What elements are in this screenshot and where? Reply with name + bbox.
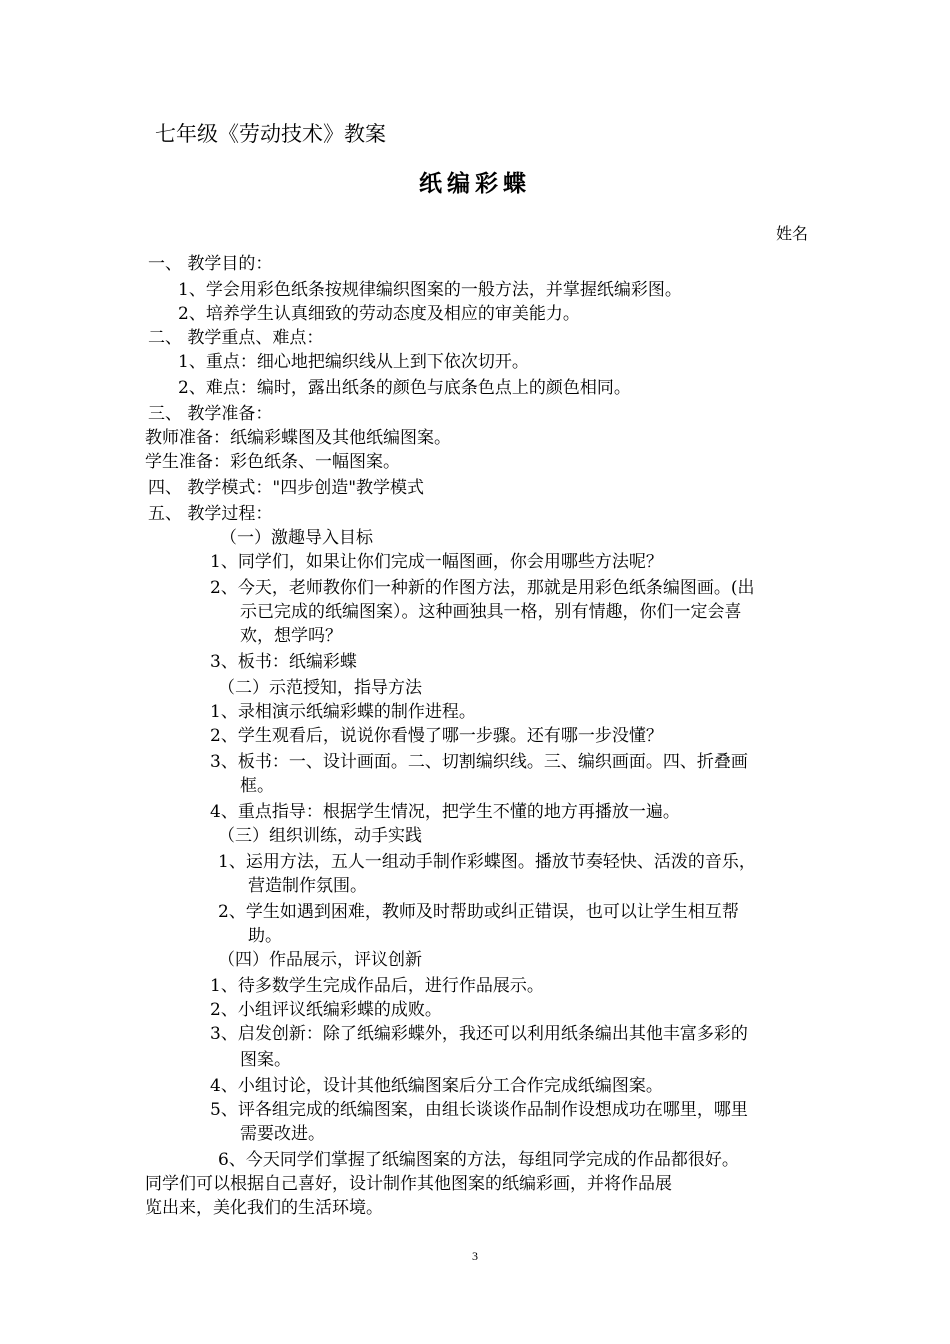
text-line: 2、培养学生认真细致的劳动态度及相应的审美能力。 [178,304,580,324]
text-line: 同学们可以根据自己喜好，设计制作其他图案的纸编彩画，并将作品展 [145,1174,672,1194]
text-line: 示已完成的纸编图案）。这种画独具一格，别有情趣，你们一定会喜 [240,602,742,622]
text-line: 2、小组评议纸编彩蝶的成败。 [210,1000,442,1020]
text-line: 6、今天同学们掌握了纸编图案的方法，每组同学完成的作品都很好。 [218,1150,739,1170]
text-line: 框。 [240,776,274,796]
text-line: 4、小组讨论，设计其他纸编图案后分工合作完成纸编图案。 [210,1076,663,1096]
text-line: （二）示范授知，指导方法 [218,678,422,698]
text-line: 一、 教学目的： [148,254,273,274]
text-line: 1、学会用彩色纸条按规律编织图案的一般方法，并掌握纸编彩图。 [178,280,682,300]
text-line: 四、 教学模式："四步创造"教学模式 [148,478,425,498]
text-line: 1、录相演示纸编彩蝶的制作进程。 [210,702,476,722]
text-line: 2、难点：编时，露出纸条的颜色与底条色点上的颜色相同。 [178,378,631,398]
text-line: 助。 [248,926,282,946]
text-line: （一）激趣导入目标 [220,528,373,548]
text-line: 五、 教学过程： [148,504,273,524]
name-label: 姓名 [775,224,808,243]
text-line: 2、学生如遇到困难，教师及时帮助或纠正错误，也可以让学生相互帮 [218,902,739,922]
text-line: 欢，想学吗？ [240,626,342,646]
text-line: 览出来，美化我们的生活环境。 [145,1198,383,1218]
page-number: 3 [472,1249,478,1263]
text-line: 学生准备：彩色纸条、一幅图案。 [145,452,400,472]
lesson-title: 纸编彩蝶 [419,170,531,197]
text-line: 3、启发创新：除了纸编彩蝶外，我还可以利用纸条编出其他丰富多彩的 [210,1024,748,1044]
text-line: （三）组织训练，动手实践 [218,826,422,846]
text-line: 1、运用方法，五人一组动手制作彩蝶图。播放节奏轻快、活泼的音乐， [218,852,756,872]
text-line: 营造制作氛围。 [248,876,367,896]
text-line: 1、重点：细心地把编织线从上到下依次切开。 [178,352,529,372]
text-line: 3、板书：纸编彩蝶 [210,652,357,672]
text-line: 图案。 [240,1050,291,1070]
text-line: 教师准备：纸编彩蝶图及其他纸编图案。 [145,428,451,448]
text-line: 二、 教学重点、难点： [148,328,324,348]
text-line: 1、待多数学生完成作品后，进行作品展示。 [210,976,544,996]
document-title: 七年级《劳动技术》教案 [155,122,386,146]
text-line: 1、同学们，如果让你们完成一幅图画，你会用哪些方法呢？ [210,552,663,572]
text-line: （四）作品展示，评议创新 [218,950,422,970]
text-line: 3、板书：一、设计画面。二、切割编织线。三、编织画面。四、折叠画 [210,752,748,772]
text-line: 需要改进。 [240,1124,325,1144]
text-line: 5、评各组完成的纸编图案，由组长谈谈作品制作设想成功在哪里，哪里 [210,1100,748,1120]
text-line: 2、学生观看后，说说你看慢了哪一步骤。还有哪一步没懂？ [210,726,663,746]
text-line: 4、重点指导：根据学生情况，把学生不懂的地方再播放一遍。 [210,802,680,822]
text-line: 2、今天，老师教你们一种新的作图方法，那就是用彩色纸条编图画。(出 [210,578,755,598]
text-line: 三、 教学准备： [148,404,273,424]
